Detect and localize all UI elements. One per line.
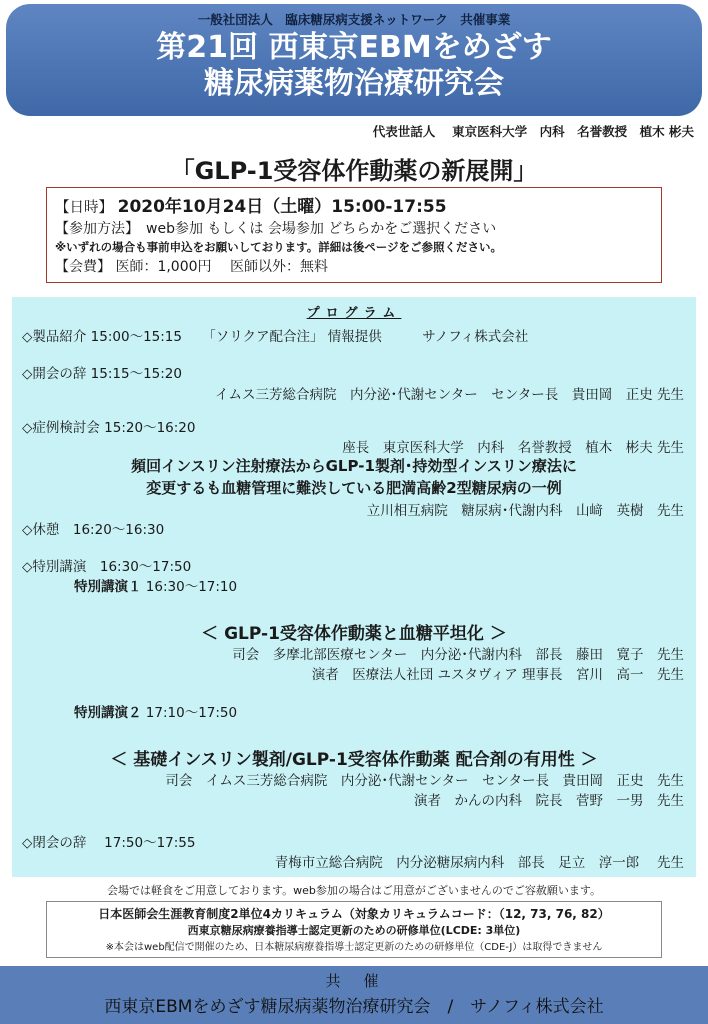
event-title-line2: 糖尿病薬物治療研究会	[204, 66, 504, 101]
break: ◇休憩 16:20～16:30	[22, 522, 165, 538]
cme-line3: ※本会はweb配信で開催のため、日本糖尿病療養指導士認定更新のための研修単位（CDE-J）は取得できません	[105, 942, 603, 953]
cme-line1: 日本医師会生涯教育制度2単位4カリキュラム（対象カリキュラムコード：（12, 73, 76, 82）	[98, 907, 610, 921]
lecture1-speaker: 演者 医療法人社団 ユスタヴィア 理事長 宮川 高一 先生	[311, 667, 684, 683]
date-line	[55, 192, 653, 217]
cme-credits-box	[46, 901, 662, 958]
cosponsors: 西東京EBMをめざす糖尿病薬物治療研究会 / サノフィ株式会社	[104, 997, 604, 1017]
case-title-line1: 頻回インスリン注射療法からGLP-1製剤･持効型インスリン療法に	[131, 457, 577, 475]
opening-speaker: イムス三芳総合病院 内分泌･代謝センター センター長 貴田岡 正史 先生	[215, 387, 684, 403]
special-lecture: ◇特別講演 16:30～17:50	[22, 559, 192, 575]
case-chair: 座長 東京医科大学 内科 名誉教授 植木 彬夫 先生	[342, 440, 684, 456]
fee-line: 【会費】 医師：1,000円 医師以外：無料	[55, 259, 328, 275]
lecture1-heading	[74, 575, 237, 595]
lecture2-label: 特別講演２	[74, 705, 142, 721]
registration-note: ※いずれの場合も事前申込をお願いしております。詳細は後ページをご参照ください。	[55, 240, 503, 254]
footer-banner	[0, 966, 708, 1024]
info-box	[46, 187, 662, 283]
lecture1-title: ＜ GLP-1受容体作動薬と血糖平坦化 ＞	[201, 624, 507, 644]
date-label: 【日時】	[55, 200, 113, 216]
event-title-line1: 第21回 西東京EBMをめざす	[156, 30, 552, 65]
lecture2-speaker: 演者 かんの内科 院長 菅野 一男 先生	[414, 793, 684, 809]
case-study: ◇症例検討会 15:20～16:20	[22, 420, 196, 436]
case-presenter: 立川相互病院 糖尿病･代謝内科 山﨑 英樹 先生	[366, 503, 684, 519]
program-section	[12, 297, 696, 877]
lecture2-time: 17:10～17:50	[145, 705, 238, 721]
participation-method: 【参加方法】 web参加 もしくは 会場参加 どちらかをご選択ください	[55, 221, 497, 237]
lecture2-chair: 司会 イムス三芳総合病院 内分泌･代謝センター センター長 貴田岡 正史 先生	[165, 773, 684, 789]
theme-title: 「GLP-1受容体作動薬の新展開」	[170, 157, 538, 185]
cosponsor-label: 共 催	[325, 972, 383, 990]
lecture1-time: 16:30～17:10	[145, 579, 238, 595]
closing-speaker: 青梅市立総合病院 内分泌糖尿病内科 部長 足立 淳一郎 先生	[274, 855, 684, 871]
lecture2-heading	[74, 701, 237, 721]
case-title-line2: 変更するも血糖管理に難渋している肥満高齢2型糖尿病の一例	[146, 479, 562, 497]
cme-line2: 西東京糖尿病療養指導士認定更新のための研修単位(LCDE: 3単位)	[187, 924, 521, 937]
lecture2-title: ＜ 基礎インスリン製剤/GLP-1受容体作動薬 配合剤の有用性 ＞	[110, 750, 598, 770]
meal-note: 会場では軽食をご用意しております。web参加の場合はご用意がございませんのでご容赦願います。	[107, 884, 601, 897]
opening-remarks: ◇開会の辞 15:15～15:20	[22, 366, 182, 382]
program-title: プログラム	[306, 306, 402, 321]
product-intro: ◇製品紹介 15:00～15:15 「ソリクア配合注」 情報提供 サノフィ株式会社	[22, 329, 529, 345]
representative: 代表世話人 東京医科大学 内科 名誉教授 植木 彬夫	[372, 124, 694, 139]
date-value: 2020年10月24日（土曜）15:00-17:55	[117, 197, 447, 217]
organizer-line: 一般社団法人 臨床糖尿病支援ネットワーク 共催事業	[197, 12, 511, 27]
lecture1-chair: 司会 多摩北部医療センター 内分泌･代謝内科 部長 藤田 寛子 先生	[232, 647, 684, 663]
header-banner	[6, 4, 702, 116]
closing-remarks: ◇閉会の辞 17:50～17:55	[22, 835, 196, 851]
lecture1-label: 特別講演１	[74, 579, 142, 595]
